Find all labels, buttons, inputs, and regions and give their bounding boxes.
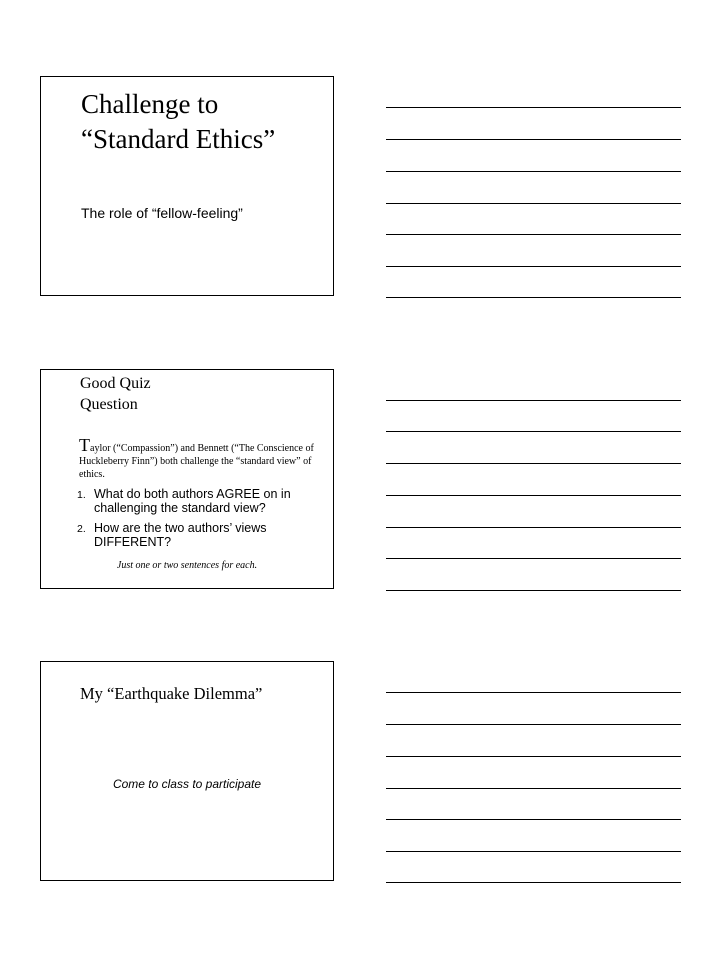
note-line [386, 234, 681, 235]
slide-2-title [80, 373, 151, 415]
note-line [386, 463, 681, 464]
note-line [386, 203, 681, 204]
slide-3-title: My “Earthquake Dilemma” [80, 684, 263, 703]
note-line [386, 107, 681, 108]
note-line [386, 266, 681, 267]
slide-2-title-line-2: Question [80, 396, 138, 413]
slide-2 [40, 369, 334, 589]
note-line [386, 819, 681, 820]
question-number: 1. [77, 489, 86, 501]
note-line [386, 756, 681, 757]
note-line [386, 139, 681, 140]
drop-cap-letter: T [79, 435, 90, 455]
note-line [386, 882, 681, 883]
note-line [386, 788, 681, 789]
question-text: What do both authors AGREE on in challenging the standard view? [94, 487, 291, 515]
note-line [386, 558, 681, 559]
note-line [386, 431, 681, 432]
slide-2-intro [79, 435, 319, 481]
note-line [386, 590, 681, 591]
note-line [386, 527, 681, 528]
note-line [386, 724, 681, 725]
question-number: 2. [77, 523, 86, 535]
slide-1-title: Challenge to “Standard Ethics” [81, 89, 276, 154]
slide-2-title-line-1: Good Quiz [80, 375, 151, 392]
question-item-1 [77, 487, 307, 515]
slide-1 [40, 76, 334, 296]
question-item-2 [77, 521, 307, 549]
note-line [386, 297, 681, 298]
slide-2-intro-text: aylor (“Compassion”) and Bennett (“The Conscience of Huckleberry Finn”) both challenge the “standard view” of ethics. [79, 443, 314, 480]
slide-2-note: Just one or two sentences for each. [116, 560, 258, 571]
slide-3 [40, 661, 334, 881]
note-line [386, 692, 681, 693]
note-line [386, 851, 681, 852]
slide-1-subtitle: The role of “fellow-feeling” [81, 205, 243, 221]
slide-3-subtitle: Come to class to participate [112, 777, 262, 791]
question-text: How are the two authors’ views DIFFERENT? [94, 521, 267, 549]
note-line [386, 171, 681, 172]
note-line [386, 495, 681, 496]
note-line [386, 400, 681, 401]
